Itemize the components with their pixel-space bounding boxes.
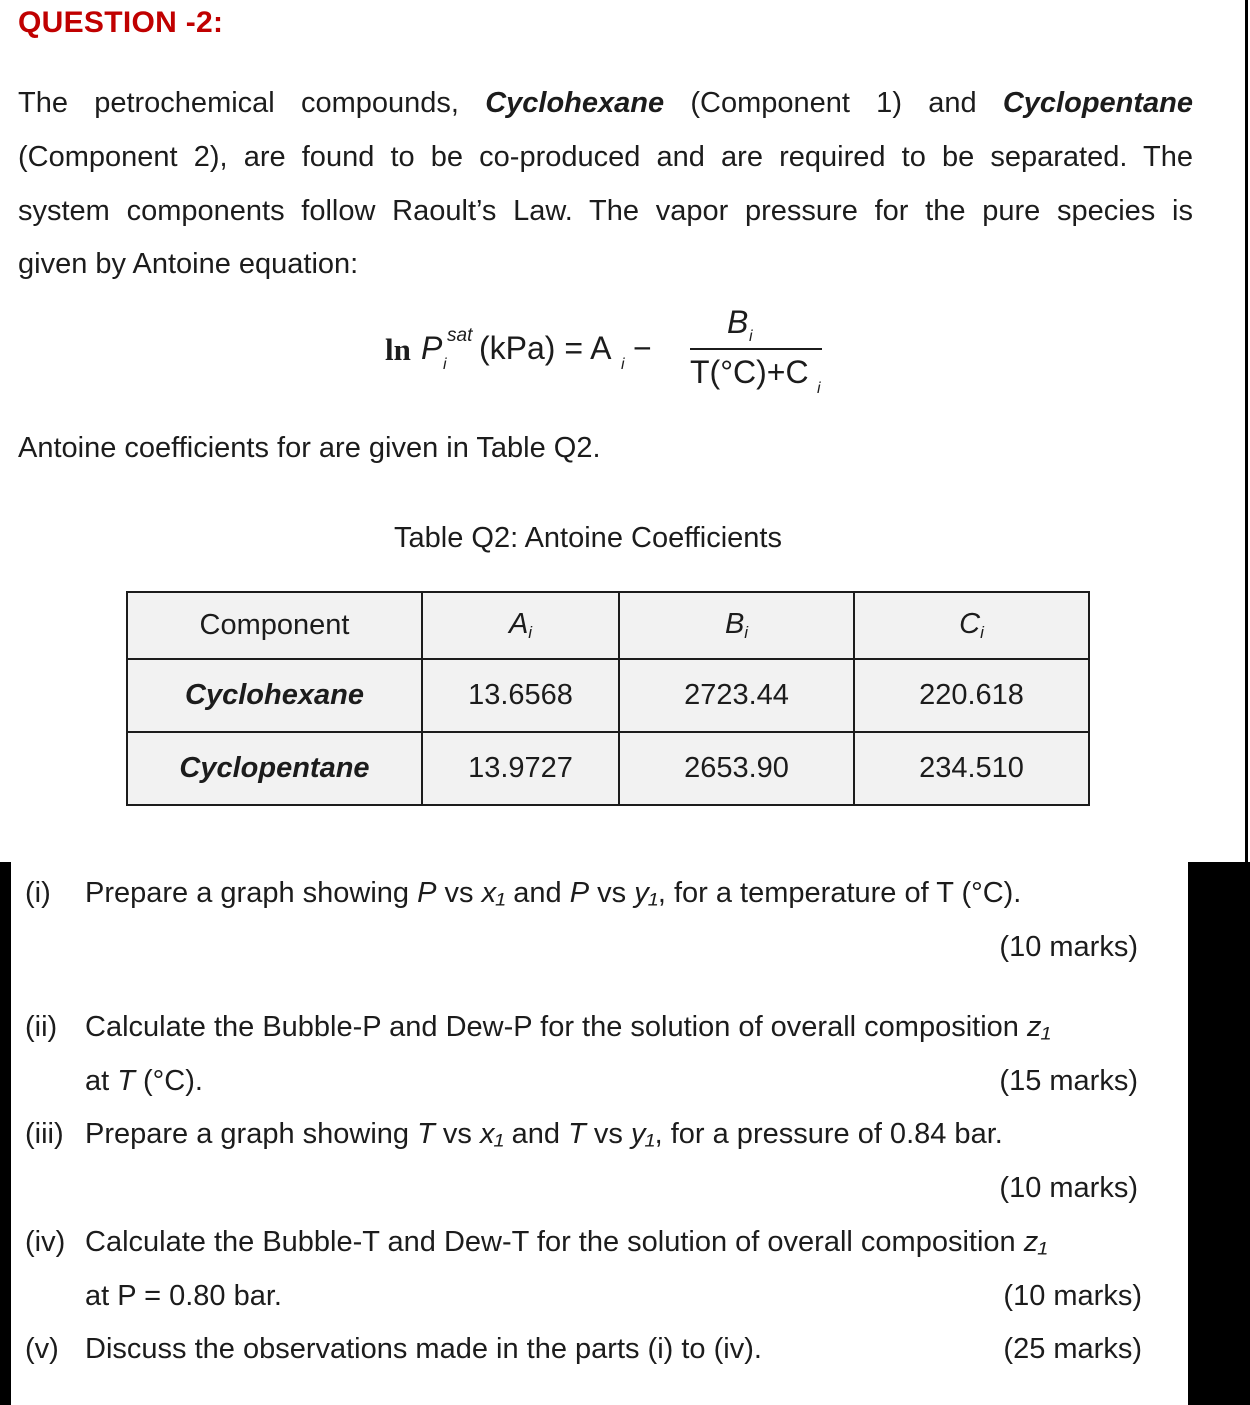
- eq-denominator: T(°C)+C: [690, 354, 809, 390]
- table-caption: Table Q2: Antoine Coefficients: [394, 522, 782, 554]
- eq-sub-i-a: i: [621, 356, 625, 373]
- q3-text: Prepare a graph showing T vs x₁ and T vs y₁, for a pressure of 0.84 bar.: [85, 1118, 1003, 1150]
- q2-marks: (15 marks): [999, 1065, 1138, 1097]
- row-b: 2723.44: [619, 659, 854, 732]
- q3-number: (iii): [25, 1118, 64, 1150]
- table-row: [127, 659, 1089, 732]
- eq-unit-equals: (kPa) = A: [479, 330, 612, 366]
- q5-text: Discuss the observations made in the parts (i) to (iv).: [85, 1333, 762, 1365]
- intro-line-2: (Component 2), are found to be co-produced and are required to be separated. The: [18, 141, 1193, 173]
- eq-sub-i-b: i: [749, 328, 753, 345]
- table-header-row: [127, 592, 1089, 659]
- header-b: Bi: [619, 592, 854, 659]
- eq-numerator: B: [727, 304, 749, 340]
- compound-cyclohexane: Cyclohexane: [485, 87, 665, 119]
- header-component: Component: [127, 592, 422, 659]
- antoine-equation: [385, 304, 835, 408]
- eq-fraction-bar: [690, 348, 822, 350]
- q1-text: Prepare a graph showing P vs x₁ and P vs y₁, for a temperature of T (°C).: [85, 877, 1022, 909]
- row-b: 2653.90: [619, 732, 854, 805]
- row-c: 234.510: [854, 732, 1089, 805]
- row-c: 220.618: [854, 659, 1089, 732]
- table-row: [127, 732, 1089, 805]
- q4-text-line2: at P = 0.80 bar.: [85, 1280, 282, 1312]
- compound-cyclopentane: Cyclopentane: [1002, 87, 1194, 119]
- eq-sat: sat: [447, 325, 473, 346]
- coef-note: Antoine coefficients for are given in Table Q2.: [18, 432, 601, 464]
- antoine-table: [126, 591, 1090, 806]
- header-a: Ai: [422, 592, 619, 659]
- intro-line-1: The petrochemical compounds, Cyclohexane (Component 1) and Cyclopentane: [18, 87, 1194, 119]
- q4-text: Calculate the Bubble-T and Dew-T for the solution of overall composition z₁: [85, 1226, 1048, 1258]
- q2-number: (ii): [25, 1011, 58, 1043]
- eq-sub-i: i: [443, 356, 447, 373]
- row-name: Cyclopentane: [127, 732, 422, 805]
- intro-line-3: system components follow Raoult’s Law. The vapor pressure for the pure species is: [18, 195, 1193, 227]
- row-name: Cyclohexane: [127, 659, 422, 732]
- black-margin-left: [0, 862, 11, 1405]
- q1-marks: (10 marks): [999, 931, 1138, 963]
- q3-marks: (10 marks): [999, 1172, 1138, 1204]
- q5-number: (v): [25, 1333, 59, 1365]
- page-edge-rule: [1245, 0, 1248, 865]
- q1-number: (i): [25, 877, 51, 909]
- q4-number: (iv): [25, 1226, 66, 1258]
- q5-marks: (25 marks): [1003, 1333, 1142, 1365]
- intro-line-4: given by Antoine equation:: [18, 248, 359, 280]
- row-a: 13.9727: [422, 732, 619, 805]
- row-a: 13.6568: [422, 659, 619, 732]
- question-heading: QUESTION -2:: [18, 6, 224, 39]
- q2-text: Calculate the Bubble-P and Dew-P for the solution of overall composition z₁: [85, 1011, 1051, 1043]
- eq-sub-i-c: i: [817, 380, 821, 397]
- q4-marks: (10 marks): [1003, 1280, 1142, 1312]
- eq-ln: ln: [385, 332, 411, 367]
- q2-text-line2: at T (°C).: [85, 1065, 203, 1097]
- black-margin-right: [1188, 862, 1250, 1405]
- eq-p: P: [421, 330, 443, 366]
- eq-minus: −: [633, 330, 652, 366]
- header-c: Ci: [854, 592, 1089, 659]
